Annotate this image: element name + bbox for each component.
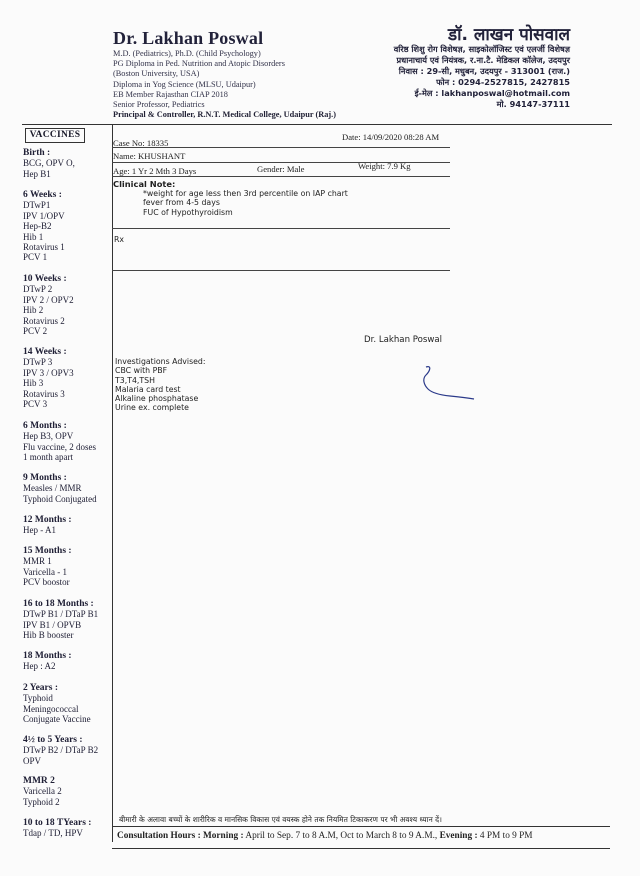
vaccine-group	[23, 651, 115, 672]
vaccine-group-heading: 4½ to 5 Years :	[23, 735, 83, 745]
vaccine-item: Meningococcal	[23, 703, 79, 714]
hindi-line: निवास : 29-सी, मधुबन, उदयपुर - 313001 (राज.)	[398, 66, 570, 76]
vaccine-item: DTwP B1 / DTaP B1	[23, 609, 99, 620]
vaccine-item: DTwP1	[23, 200, 51, 211]
hindi-line: फोन : 0294-2527815, 2427815	[436, 77, 570, 87]
rule	[112, 176, 450, 177]
vaccine-group-heading: 6 Months :	[23, 421, 67, 431]
vaccine-item: Typhoid Conjugated	[23, 493, 97, 504]
hindi-line: प्रधानाचार्य एवं नियंत्रक, र.ना.टै. मेडिकल कॉलेज, उदयपुर	[396, 55, 570, 65]
vaccine-item: PCV 1	[23, 252, 48, 263]
vaccine-item: DTwP B2 / DTaP B2	[23, 745, 99, 756]
hours-evening-label: Evening :	[439, 831, 478, 841]
vaccine-item: IPV B1 / OPVB	[23, 619, 82, 630]
investigation-item: T3,T4,TSH	[115, 375, 155, 385]
vaccine-group	[23, 546, 115, 588]
vaccine-item: Hib B booster	[23, 630, 74, 641]
clinical-note-line: fever from 4-5 days	[143, 198, 220, 208]
vaccine-item: Rotavirus 2	[23, 315, 65, 326]
vaccine-item: PCV 3	[23, 399, 48, 410]
rule	[112, 228, 450, 229]
vaccine-group-heading: 9 Months :	[23, 473, 67, 483]
vaccine-group	[23, 148, 115, 179]
vaccine-group	[23, 190, 115, 263]
vaccine-group	[23, 421, 115, 463]
clinical-note-line: FUC of Hypothyroidism	[143, 207, 233, 217]
signature-mark	[420, 363, 480, 403]
qualification-line: (Boston University, USA)	[113, 69, 200, 79]
patient-weight: Weight: 7.9 Kg	[358, 161, 411, 171]
vaccine-group	[23, 473, 115, 504]
hindi-line: वरिष्ठ शिशु रोग विशेषज्ञ, साइकोलॉजिस्ट एवं एलर्जी विशेषज्ञ	[393, 44, 570, 54]
hindi-doctor-name: डॉ. लाखन पोसवाल	[448, 25, 570, 45]
investigations-label: Investigations Advised:	[115, 357, 206, 366]
vaccine-item: MMR 1	[23, 556, 52, 567]
vaccine-item: Hib 1	[23, 231, 44, 242]
vaccine-item: Flu vaccine, 2 doses	[23, 441, 96, 452]
patient-gender: Gender: Male	[257, 164, 305, 174]
vaccine-item: Rotavirus 3	[23, 388, 65, 399]
vaccine-item: PCV 2	[23, 326, 48, 337]
investigation-item: Malaria card test	[115, 384, 181, 394]
vaccine-item: OPV	[23, 755, 42, 766]
vaccine-group	[23, 515, 115, 536]
rx-label: Rx	[114, 235, 125, 244]
vaccine-group-heading: 10 Weeks :	[23, 274, 67, 284]
vaccine-item: Hep : A2	[23, 661, 56, 672]
vaccine-item: Hep - A1	[23, 525, 56, 536]
investigation-item: Urine ex. complete	[115, 403, 189, 413]
qualification-line: M.D. (Pediatrics), Ph.D. (Child Psychology)	[113, 49, 261, 58]
vaccine-item: Tdap / TD, HPV	[23, 828, 83, 839]
vaccine-group	[23, 274, 115, 336]
vaccine-group-heading: Birth :	[23, 148, 51, 158]
vaccine-item: DTwP 2	[23, 284, 53, 295]
vaccine-item: Hep B3, OPV	[23, 431, 74, 442]
vaccine-item: Conjugate Vaccine	[23, 714, 91, 725]
hindi-details	[310, 44, 570, 110]
vaccine-item: PCV boostor	[23, 577, 70, 588]
vaccine-group-heading: 18 Months :	[23, 651, 72, 661]
vaccine-item: Hib 3	[23, 378, 44, 389]
patient-age: Age: 1 Yr 2 Mth 3 Days	[113, 166, 197, 176]
qualification-line: EB Member Rajasthan CIAP 2018	[113, 89, 228, 99]
hours-morning: April to Sep. 7 to 8 A.M, Oct to March 8 to 9 A.M.,	[243, 831, 440, 841]
hours-label: Consultation Hours : Morning :	[117, 831, 244, 841]
vaccine-group-heading: 12 Months :	[23, 515, 72, 525]
vaccine-group	[23, 683, 115, 725]
vaccine-item: Varicella - 1	[23, 566, 67, 577]
vaccine-item: Typhoid	[23, 693, 53, 704]
vaccine-group-heading: 2 Years :	[23, 683, 58, 693]
vaccine-item: Hep B1	[23, 168, 51, 179]
vaccine-item: 1 month apart	[23, 452, 73, 463]
hindi-footer-note: बीमारी के अलावा बच्चों के शारीरिक व मानसिक विकास एवं वयस्क होने तक नियमित टिकाकरण पर भी अवश्य ध्यान दें।	[119, 815, 442, 824]
patient-name: Name: KHUSHANT	[113, 151, 186, 161]
vaccine-group-heading: MMR 2	[23, 776, 55, 786]
clinical-notes	[143, 189, 348, 217]
rule	[112, 147, 450, 148]
qualification-line: Senior Professor, Pediatrics	[113, 100, 205, 110]
vaccine-item: IPV 2 / OPV2	[23, 294, 74, 305]
doctor-signature-name: Dr. Lakhan Poswal	[364, 335, 443, 345]
vaccine-group-heading: 6 Weeks :	[23, 190, 62, 200]
clinical-note-line: *weight for age less then 3rd percentile on IAP chart	[143, 189, 348, 198]
vaccine-group-heading: 15 Months :	[23, 546, 72, 556]
consultation-hours	[117, 831, 533, 841]
vaccine-item: IPV 3 / OPV3	[23, 367, 74, 378]
investigation-item: Alkaline phosphatase	[115, 394, 199, 404]
vaccine-group-heading: 10 to 18 TYears :	[23, 818, 92, 828]
visit-date: Date: 14/09/2020 08:28 AM	[342, 132, 440, 142]
vaccine-group	[23, 347, 115, 409]
vaccine-item: IPV 1/OPV	[23, 210, 65, 221]
vaccine-item: BCG, OPV O,	[23, 158, 75, 169]
hours-evening: 4 PM to 9 PM	[477, 831, 533, 841]
vaccine-group-heading: 14 Weeks :	[23, 347, 67, 357]
rule	[112, 270, 450, 271]
vaccine-item: Measles / MMR	[23, 483, 82, 494]
investigation-item: CBC with PBF	[115, 366, 168, 376]
doctor-name: Dr. Lakhan Poswal	[113, 28, 264, 48]
vaccine-group	[23, 818, 115, 839]
vaccine-item: Hib 2	[23, 305, 44, 316]
vaccine-group	[23, 776, 115, 807]
vaccines-title: VACCINES	[25, 128, 85, 143]
bottom-rule	[112, 848, 610, 849]
case-number: Case No: 18335	[113, 138, 169, 148]
position-line: Principal & Controller, R.N.T. Medical College, Udaipur (Raj.)	[113, 110, 336, 120]
qualification-line: Diploma in Yog Science (MLSU, Udaipur)	[113, 79, 256, 89]
vaccine-item: Rotavirus 1	[23, 242, 65, 253]
hindi-line: ई-मेल : lakhanposwal@hotmail.com	[414, 88, 570, 98]
vaccine-item: Varicella 2	[23, 786, 62, 797]
vaccine-group	[23, 599, 115, 641]
clinical-note-label: Clinical Note:	[113, 179, 176, 189]
qualification-line: PG Diploma in Ped. Nutrition and Atopic Disorders	[113, 59, 285, 69]
vaccine-item: DTwP 3	[23, 357, 53, 368]
footer-rule	[112, 826, 610, 827]
vaccine-item: Hep-B2	[23, 221, 52, 232]
vaccine-item: Typhoid 2	[23, 796, 60, 807]
vaccine-group-heading: 16 to 18 Months :	[23, 599, 94, 609]
investigations	[115, 357, 206, 413]
hindi-line: मो. 94147-37111	[496, 99, 570, 109]
vaccine-group	[23, 735, 115, 766]
